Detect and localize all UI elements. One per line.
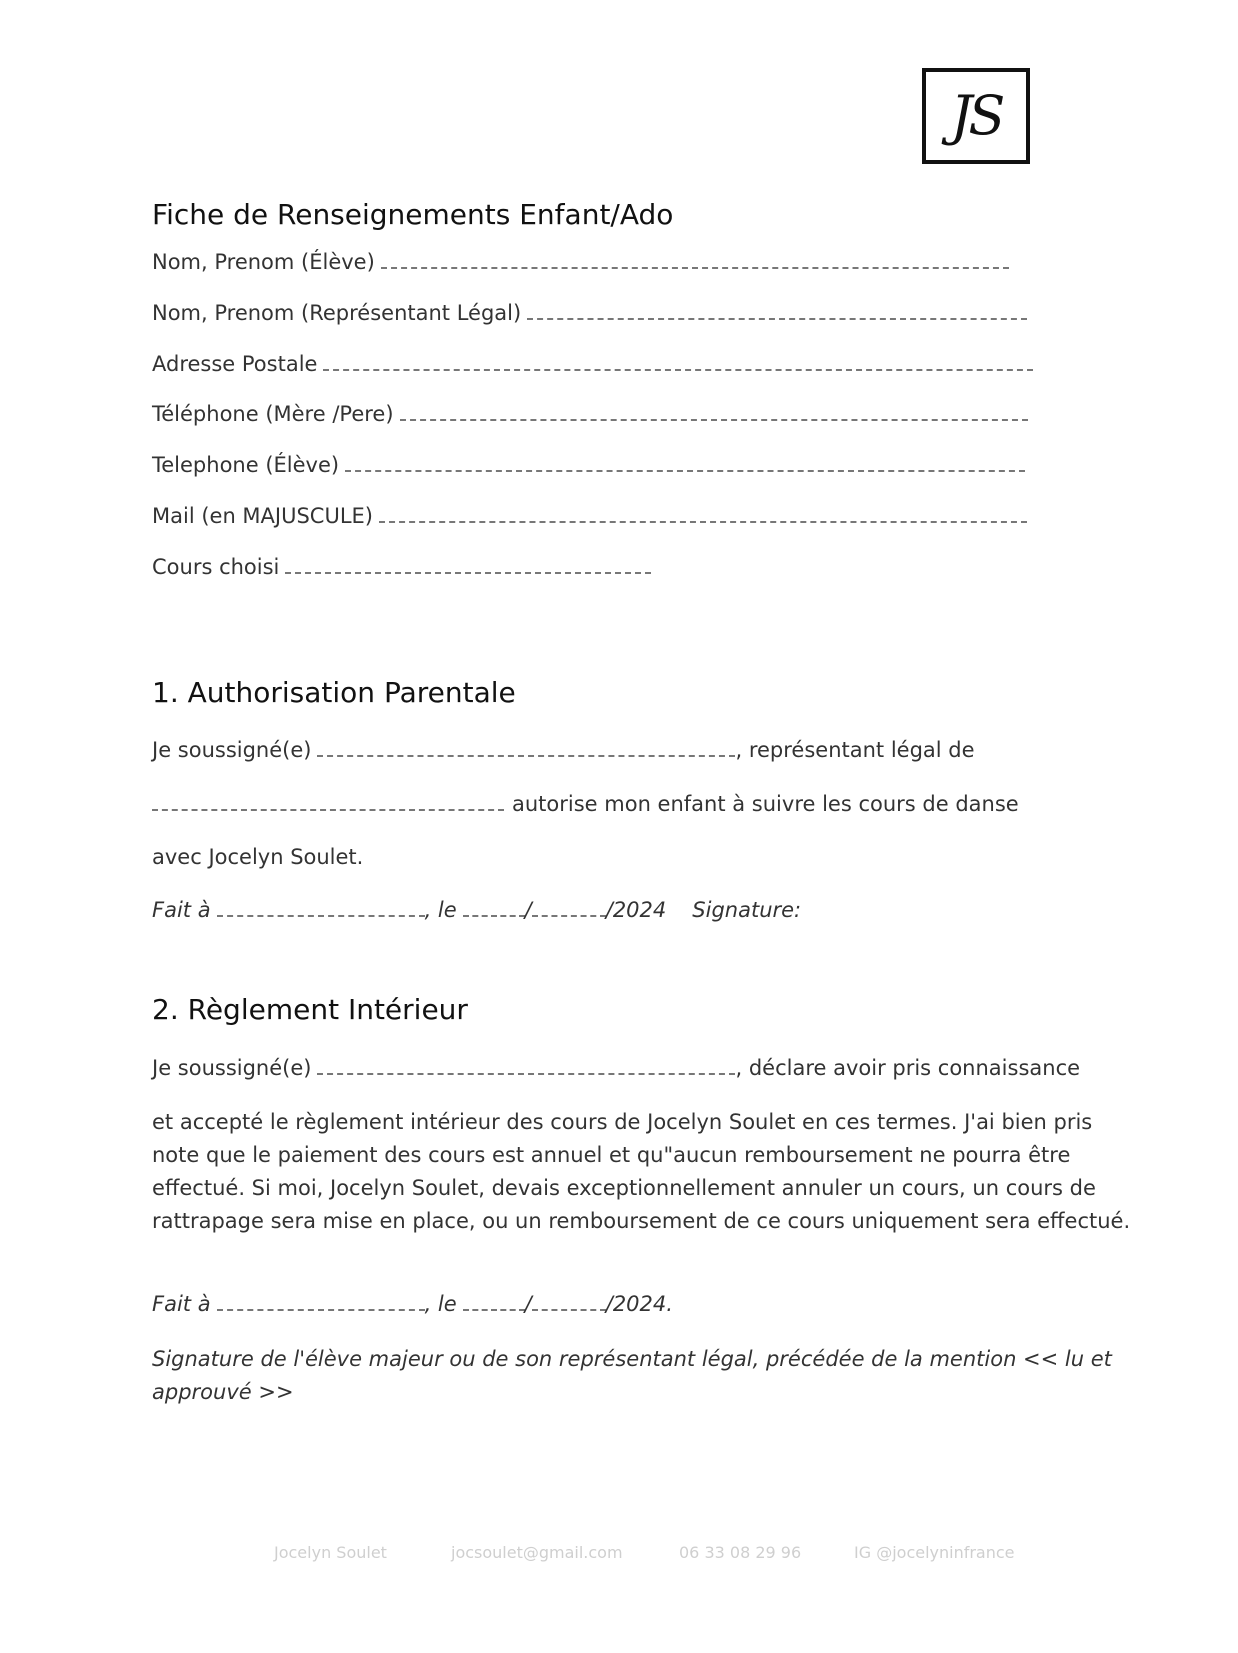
section1-fait-line <box>152 898 801 922</box>
blank-line[interactable] <box>317 755 735 757</box>
footer-instagram: IG @jocelyninfrance <box>854 1543 1015 1562</box>
field-telephone-parents <box>152 402 1028 426</box>
field-label: Cours choisi <box>152 555 280 579</box>
text-signature: Signature: <box>692 898 802 922</box>
footer-name: Jocelyn Soulet <box>274 1543 387 1562</box>
blank-line[interactable] <box>285 572 651 574</box>
blank-line[interactable] <box>400 419 1028 421</box>
text-representant: , représentant légal de <box>735 738 975 762</box>
text-year: /2024 <box>605 898 667 922</box>
text-declare: , déclare avoir pris connaissance <box>735 1056 1081 1080</box>
blank-line[interactable] <box>381 267 1009 269</box>
field-cours <box>152 555 651 579</box>
field-label: Nom, Prenom (Élève) <box>152 250 375 274</box>
section1-line1 <box>152 738 975 762</box>
text-fait-a: Fait à <box>152 1292 211 1316</box>
blank-line[interactable] <box>317 1073 735 1075</box>
blank-day[interactable] <box>463 915 525 917</box>
js-logo <box>922 68 1030 164</box>
text-fait-a: Fait à <box>152 898 211 922</box>
reglement-paragraph: et accepté le règlement intérieur des cours de Jocelyn Soulet en ces termes. J'ai bien pris note que le paiement des cours est annuel et qu"aucun remboursement ne pourra être effectué. Si moi, Jocelyn Soulet, devais exceptionnellement annuler un cours, un cours de rattrapage sera mise en place, ou un remboursement de ce cours uniquement sera effectué. <box>152 1110 1131 1233</box>
field-label: Telephone (Élève) <box>152 453 340 477</box>
blank-line[interactable] <box>379 521 1027 523</box>
field-label: Nom, Prenom (Représentant Légal) <box>152 301 522 325</box>
field-telephone-eleve <box>152 453 1025 477</box>
blank-line[interactable] <box>323 369 1033 371</box>
logo-monogram: JS <box>950 84 1002 147</box>
text-slash: / <box>524 1292 532 1316</box>
text-slash: / <box>524 898 532 922</box>
text-year: /2024. <box>605 1292 673 1316</box>
field-label: Téléphone (Mère /Pere) <box>152 402 394 426</box>
blank-line[interactable] <box>345 470 1025 472</box>
footer-phone: 06 33 08 29 96 <box>679 1543 802 1562</box>
section2-heading: 2. Règlement Intérieur <box>152 993 468 1026</box>
field-adresse <box>152 352 1033 376</box>
text-le: , le <box>424 898 457 922</box>
text-je-soussigne: Je soussigné(e) <box>152 738 312 762</box>
signature-note: Signature de l'élève majeur ou de son représentant légal, précédée de la mention << lu et approuvé >> <box>152 1347 1112 1404</box>
blank-place[interactable] <box>217 1309 425 1311</box>
section1-line2 <box>152 792 1019 816</box>
footer-email: jocsoulet@gmail.com <box>451 1543 623 1562</box>
form-title: Fiche de Renseignements Enfant/Ado <box>152 198 674 231</box>
blank-day[interactable] <box>463 1309 525 1311</box>
text-autorise: autorise mon enfant à suivre les cours de danse <box>512 792 1019 816</box>
blank-month[interactable] <box>532 1309 606 1311</box>
blank-line[interactable] <box>527 318 1027 320</box>
section1-heading: 1. Authorisation Parentale <box>152 676 516 709</box>
blank-month[interactable] <box>532 915 606 917</box>
blank-line[interactable] <box>152 809 504 811</box>
text-le: , le <box>424 1292 457 1316</box>
section1-line3 <box>152 845 363 869</box>
field-nom-representant <box>152 301 1027 325</box>
text-avec-jocelyn: avec Jocelyn Soulet. <box>152 845 364 869</box>
field-label: Adresse Postale <box>152 352 318 376</box>
field-nom-eleve <box>152 250 1009 274</box>
text-je-soussigne: Je soussigné(e) <box>152 1056 312 1080</box>
field-label: Mail (en MAJUSCULE) <box>152 504 374 528</box>
blank-place[interactable] <box>217 915 425 917</box>
field-mail <box>152 504 1027 528</box>
section2-fait-line <box>152 1292 673 1316</box>
section2-line1 <box>152 1056 1080 1080</box>
